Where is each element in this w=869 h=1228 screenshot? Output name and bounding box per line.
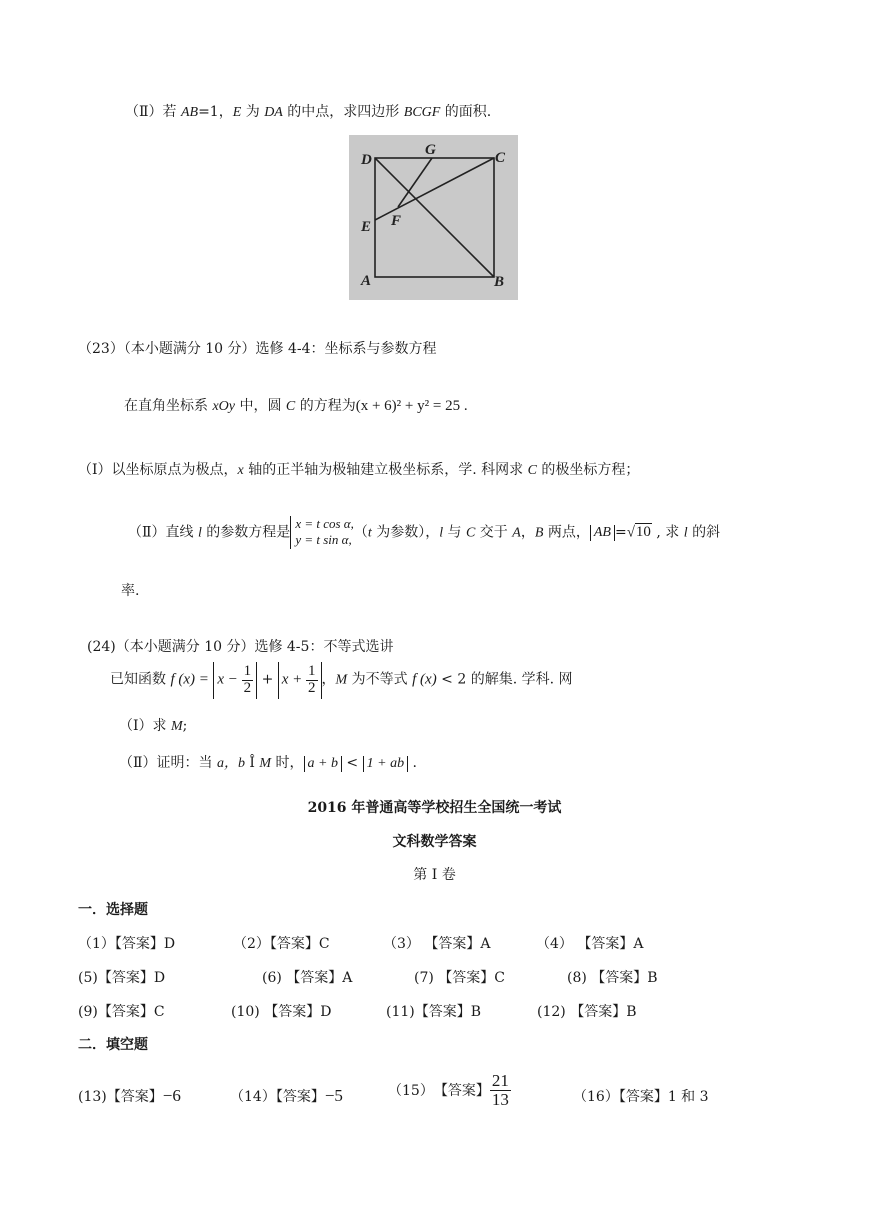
answers-volume: 第 Ⅰ 卷	[413, 867, 456, 883]
parametric-system: x = t cos α, y = t sin α,	[290, 516, 354, 549]
choice-answer-11: (11)【答案】B	[386, 1004, 482, 1020]
choice-answer-8: (8) 【答案】B	[567, 970, 658, 986]
square-figure	[349, 135, 518, 300]
q24-intro: 已知函数 f (x) = x − $\frac{1}{2}$ + x + $\frac{1}{2}$ ，M 为不等式 f (x) < 2 的解集. 学科. 网	[110, 662, 573, 699]
q22-part2-text: （Ⅱ）若 AB=1，E 为 DA 的中点，求四边形 BCGF 的面积.	[125, 104, 492, 120]
answers-subtitle: 文科数学答案	[392, 834, 477, 850]
q24-heading: (24)（本小题满分 10 分）选修 4-5：不等式选讲	[87, 639, 394, 655]
fill-answer-13: (13)【答案】−6	[78, 1086, 181, 1105]
label-d: D	[361, 152, 372, 168]
abs-ab: AB	[590, 525, 615, 541]
choice-answer-12: (12) 【答案】B	[537, 1004, 637, 1020]
fill-answer-16: （16）【答案】1 和 3	[573, 1089, 709, 1105]
label-a: A	[361, 273, 372, 289]
q23-intro: 在直角坐标系 xOy 中，圆 C 的方程为(x + 6)² + y² = 25 .	[124, 398, 468, 414]
choice-answer-3: （3） 【答案】A	[383, 936, 491, 952]
q23-part2-continued: 率.	[121, 583, 140, 599]
q24-part1: （Ⅰ）求 M;	[119, 718, 188, 734]
choice-answer-9: (9)【答案】C	[78, 1004, 165, 1020]
abs-one-plus-ab: 1 + ab	[363, 756, 408, 772]
label-e: E	[361, 219, 372, 235]
label-f: F	[391, 213, 402, 229]
q24-part2: （Ⅱ）证明：当 a，b Î M 时， a + b < 1 + ab .	[119, 755, 417, 771]
section-fill-blank: 二．填空题	[78, 1037, 148, 1053]
choice-answer-5: (5)【答案】D	[78, 970, 166, 986]
label-c: C	[495, 150, 506, 166]
sqrt-ten: 10	[635, 524, 651, 541]
choice-answer-10: (10) 【答案】D	[231, 1004, 332, 1020]
circle-equation: (x + 6)² + y² = 25 .	[355, 398, 468, 414]
choice-answer-7: (7) 【答案】C	[414, 970, 506, 986]
abs-a-plus-b: a + b	[304, 756, 342, 772]
choice-answer-2: （2）【答案】C	[233, 936, 330, 952]
choice-answer-6: (6) 【答案】A	[262, 970, 353, 986]
square-diagram	[349, 135, 518, 300]
choice-answer-1: （1）【答案】D	[78, 936, 176, 952]
answers-title: 2016 年普通高等学校招生全国统一考试	[307, 800, 562, 816]
segment-ce	[375, 158, 494, 220]
section-multiple-choice: 一．选择题	[78, 902, 148, 918]
label-b: B	[494, 274, 505, 290]
choice-answer-4: （4） 【答案】A	[536, 936, 644, 952]
fill-answer-14: （14）【答案】−5	[230, 1086, 343, 1105]
fill-answer-15: （15）【答案】 $\frac{21}{13}$	[388, 1071, 509, 1109]
q23-part2: （Ⅱ）直线 l 的参数方程是 x = t cos α, y = t sin α, （t 为参数），l 与 C 交于 A，B 两点， AB =√10 , 求 l 的斜	[128, 516, 721, 548]
label-g: G	[425, 142, 436, 158]
q23-heading: （23）（本小题满分 10 分）选修 4-4：坐标系与参数方程	[78, 341, 437, 357]
q23-part1: （Ⅰ）以坐标原点为极点，x 轴的正半轴为极轴建立极坐标系，学. 科网求 C 的极坐标方程；	[78, 462, 640, 478]
